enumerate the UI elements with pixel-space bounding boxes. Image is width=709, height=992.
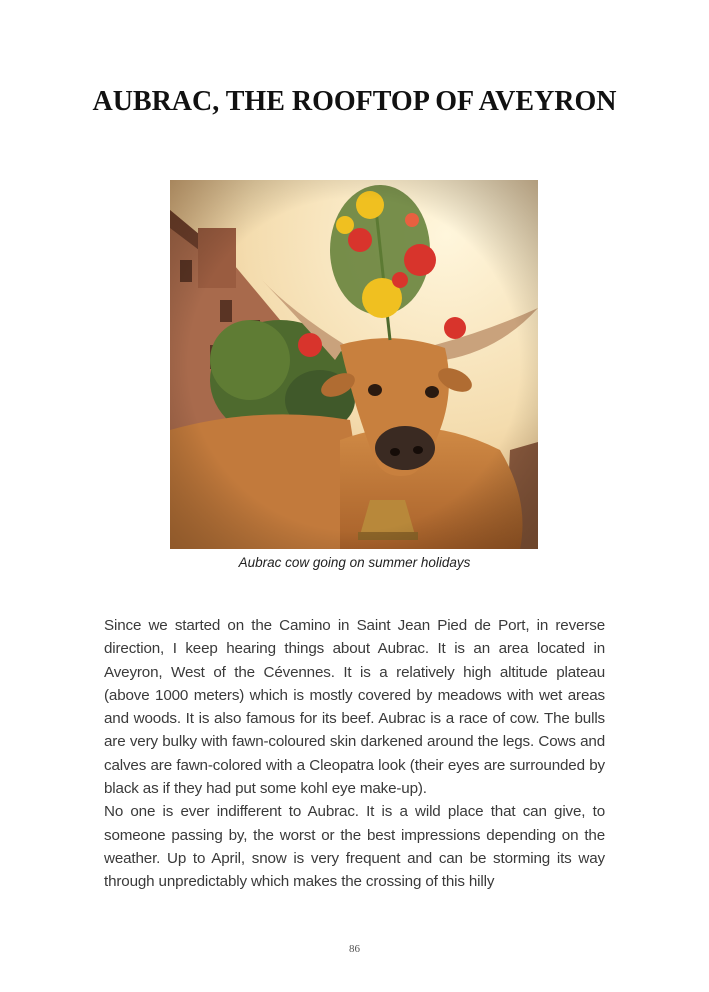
body-text [104, 614, 605, 894]
page-title: AUBRAC, THE ROOFTOP OF AVEYRON [92, 86, 617, 117]
figure-caption: Aubrac cow going on summer holidays [238, 555, 471, 570]
paragraph: No one is ever indifferent to Aubrac. It is a wild place that can give, to someone passing by, the worst or the best impressions depending on the weather. Up to April, snow is very frequent and can be storming its way through unpredictably which makes the crossing of this hilly [104, 803, 605, 891]
paragraph: Since we started on the Camino in Saint Jean Pied de Port, in reverse direction, I keep hearing things about Aubrac. It is an area located in Aveyron, West of the Cévennes. It is a relatively high altitude plateau (above 1000 meters) which is mostly covered by meadows with wet areas and woods. It is also famous for its beef. Aubrac is a race of cow. The bulls are very bulky with fawn-coloured skin darkened around the legs. Cows and calves are fawn-colored with a Cleopatra look (their eyes are surrounded by black as if they had put some kohl eye make-up). [104, 617, 605, 798]
page-number: 86 [349, 943, 360, 955]
aubrac-cow-photo [170, 180, 538, 549]
